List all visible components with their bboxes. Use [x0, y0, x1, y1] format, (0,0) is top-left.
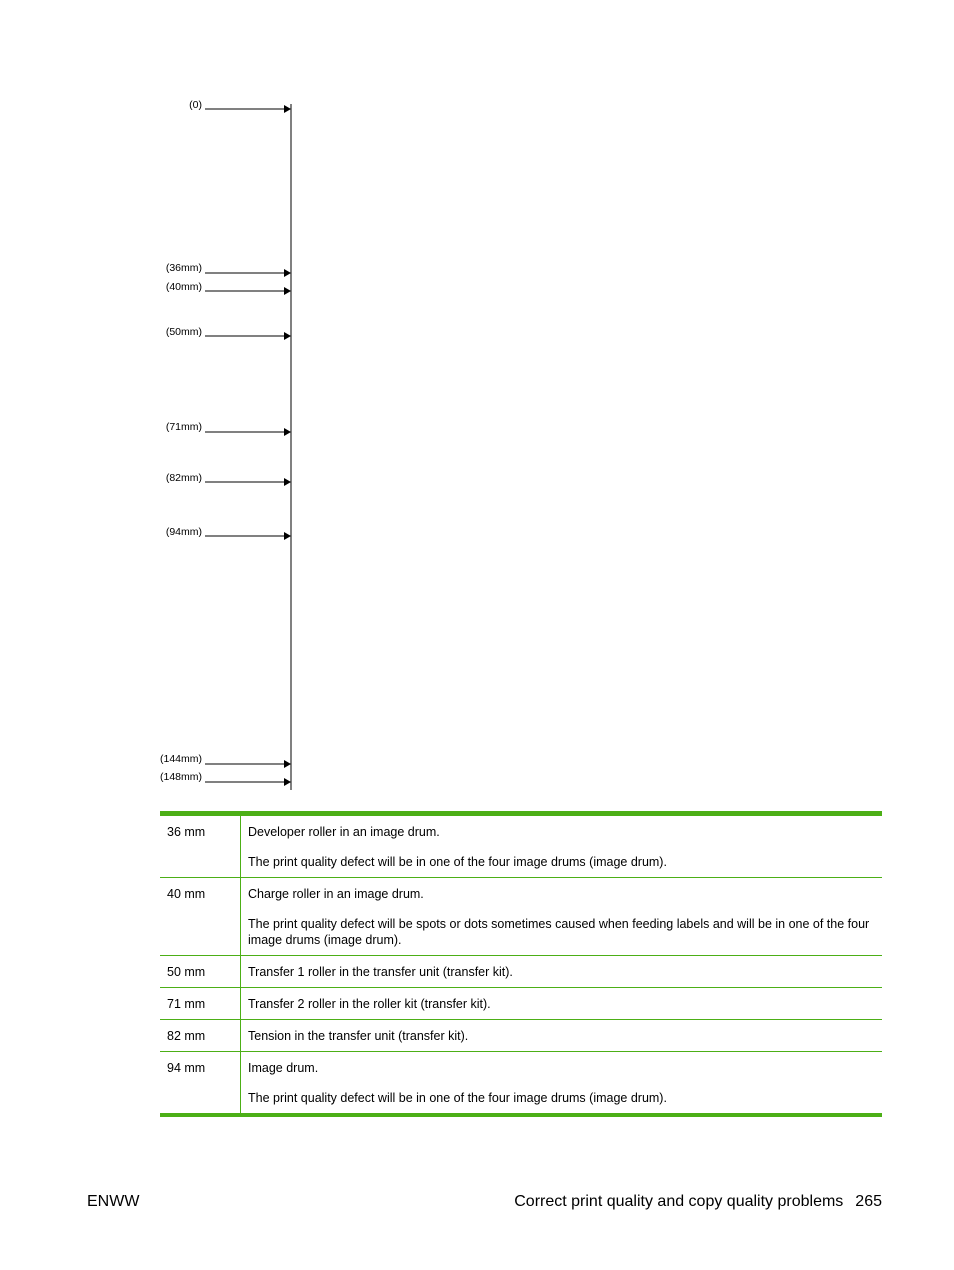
footer-section-title: Correct print quality and copy quality problems — [514, 1193, 844, 1210]
ruler-arrow-94 — [205, 532, 291, 540]
ruler-arrow-50 — [205, 332, 291, 340]
table-row — [160, 816, 882, 878]
table-cell-distance: 50 mm — [160, 956, 241, 988]
ruler-arrow-148 — [205, 778, 291, 786]
ruler-label-36: (36mm) — [165, 262, 202, 274]
table-row — [160, 988, 882, 1020]
ruler-arrow-36 — [205, 269, 291, 277]
ruler-arrow-0 — [205, 105, 291, 113]
footer-section — [514, 1193, 882, 1211]
ruler-label-144: (144mm) — [159, 753, 202, 765]
ruler-label-71: (71mm) — [165, 421, 202, 433]
table-row — [160, 878, 882, 956]
table-cell-description — [241, 1020, 883, 1052]
table-cell-distance: 71 mm — [160, 988, 241, 1020]
repeating-defect-table — [160, 811, 882, 1117]
table-cell-distance: 40 mm — [160, 878, 241, 956]
description-text: Transfer 1 roller in the transfer unit (transfer kit). — [248, 965, 513, 979]
description-text: Developer roller in an image drum. — [248, 825, 440, 839]
table-cell-distance: 82 mm — [160, 1020, 241, 1052]
ruler-label-82: (82mm) — [165, 472, 202, 484]
ruler-arrow-71 — [205, 428, 291, 436]
table-row — [160, 1020, 882, 1052]
description-text: Transfer 2 roller in the roller kit (transfer kit). — [248, 997, 491, 1011]
table-cell-distance: 94 mm — [160, 1052, 241, 1116]
table-row — [160, 1052, 882, 1116]
table-cell-description — [241, 878, 883, 956]
table-cell-description — [241, 816, 883, 878]
footer-enww: ENWW — [87, 1193, 140, 1210]
page-number: 265 — [855, 1193, 882, 1210]
table-row — [160, 956, 882, 988]
description-text: The print quality defect will be in one of the four image drums (image drum). — [248, 855, 667, 869]
ruler-label-0: (0) — [189, 99, 202, 111]
description-text: Tension in the transfer unit (transfer kit). — [248, 1029, 469, 1043]
description-text: Image drum. — [248, 1061, 319, 1075]
table-cell-description — [241, 1052, 883, 1116]
description-text: The print quality defect will be in one of the four image drums (image drum). — [248, 1091, 667, 1105]
ruler-label-148: (148mm) — [159, 771, 202, 783]
description-text: The print quality defect will be spots or dots sometimes caused when feeding labels and will be in one of the four image drums (image drum). — [248, 917, 870, 947]
description-text: Charge roller in an image drum. — [248, 887, 424, 901]
ruler-arrow-82 — [205, 478, 291, 486]
ruler-label-40: (40mm) — [165, 281, 202, 293]
ruler-arrow-144 — [205, 760, 291, 768]
ruler-arrow-40 — [205, 287, 291, 295]
ruler-label-94: (94mm) — [165, 526, 202, 538]
ruler-label-50: (50mm) — [165, 326, 202, 338]
table-cell-distance: 36 mm — [160, 816, 241, 878]
table-cell-description — [241, 988, 883, 1020]
table-cell-description — [241, 956, 883, 988]
